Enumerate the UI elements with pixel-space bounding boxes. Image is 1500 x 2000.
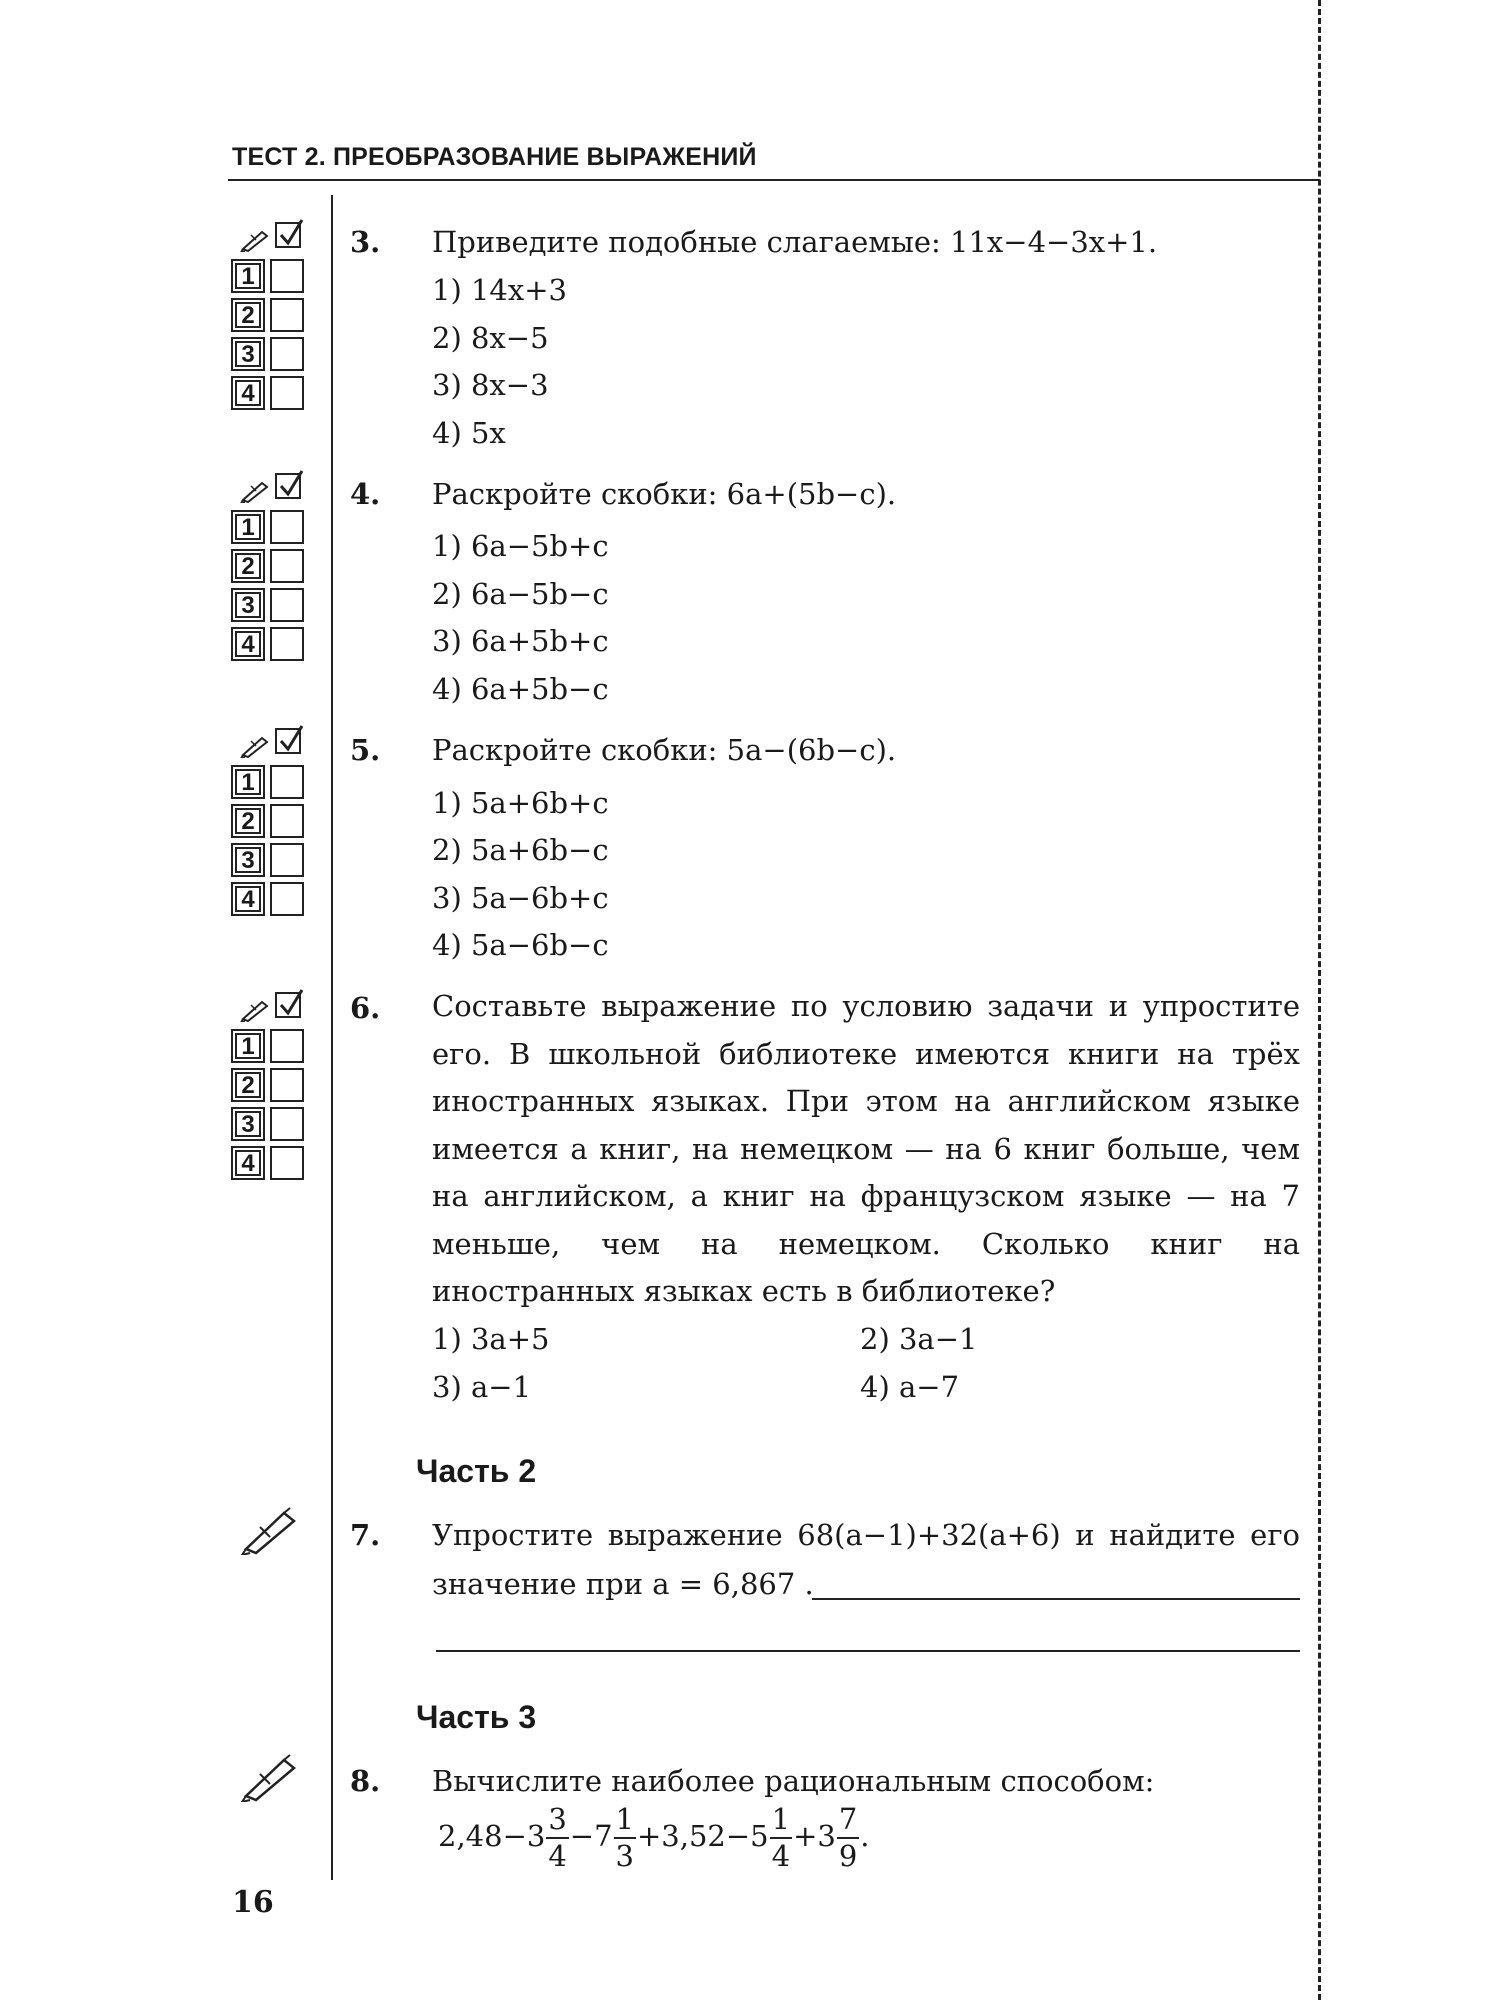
checkbox-icon [275,222,301,248]
answer-box-2[interactable] [270,1068,304,1102]
pen-icon [240,226,272,252]
section-heading-part-2: Часть 2 [416,1453,537,1489]
checkbox-icon [275,473,301,499]
answer-box-1[interactable] [270,1029,304,1063]
answer-box-4[interactable] [270,627,304,661]
question-number: 7. [350,1518,381,1552]
option-4: 4) a−7 [860,1370,960,1404]
answer-box-3[interactable] [270,1107,304,1141]
question-text: Раскройте скобки: 5a−(6b−c). [432,733,897,767]
answer-grid-q4: 1 2 3 4 [228,473,318,663]
option-1: 1) 5a+6b+c [432,786,609,820]
pen-icon [240,732,272,758]
page-title: ТЕСТ 2. ПРЕОБРАЗОВАНИЕ ВЫРАЖЕНИЙ [232,143,757,171]
option-2: 2) 6a−5b−c [432,577,609,611]
answer-grid-q5: 1 2 3 4 [228,728,318,918]
pen-icon [240,996,272,1022]
question-number: 4. [350,477,381,511]
question-number: 8. [350,1764,381,1798]
question-text: Вычислите наиболее рациональным способом: [432,1764,1155,1798]
pen-icon [240,477,272,503]
checkbox-icon [275,728,301,754]
answer-box-1[interactable] [270,765,304,799]
question-text: Приведите подобные слагаемые: 11x−4−3x+1. [432,225,1158,259]
page-number: 16 [232,1885,274,1920]
option-3: 3) a−1 [432,1370,532,1404]
answer-box-4[interactable] [270,1146,304,1180]
pen-icon [240,1505,300,1555]
answer-box-3[interactable] [270,843,304,877]
section-heading-part-3: Часть 3 [416,1699,537,1735]
option-2: 2) 5a+6b−c [432,833,609,867]
option-1: 1) 14x+3 [432,273,567,307]
option-4: 4) 5x [432,416,506,450]
answer-box-4[interactable] [270,882,304,916]
question-text: Составьте выражение по условию задачи и упростите его. В школьной библиотеке имеются книги на трёх иностранных языках. При этом на английском языке имеется a книг, на немецком — на 6 книг больше, чем на английском, а книг на французском языке — на 7 меньше, чем на немецком. Сколько книг на иностранных языках есть в библиотеке? [432,989,1300,1308]
answer-box-3[interactable] [270,337,304,371]
option-1: 1) 3a+5 [432,1322,550,1356]
header-rule [228,179,1320,181]
answer-box-2[interactable] [270,549,304,583]
answer-line[interactable] [436,1650,1300,1652]
question-text: Раскройте скобки: 6a+(5b−c). [432,477,897,511]
answer-box-1[interactable] [270,259,304,293]
option-4: 4) 5a−6b−c [432,928,609,962]
expression: 2,48−3 $\frac{3}{4}$ −7 $\frac{1}{3}$ +3,52−5 $\frac{1}{4}$ +3 $\frac{7}{9}$ . [438,1802,870,1873]
answer-box-4[interactable] [270,376,304,410]
answer-box-1[interactable] [270,510,304,544]
answer-line[interactable] [812,1598,1300,1600]
question-number: 5. [350,733,381,767]
option-3: 3) 5a−6b+c [432,881,609,915]
option-3: 3) 8x−3 [432,368,549,402]
answer-box-3[interactable] [270,588,304,622]
checkbox-icon [275,992,301,1018]
answer-box-2[interactable] [270,804,304,838]
option-2: 2) 3a−1 [860,1322,978,1356]
question-number: 6. [350,991,381,1025]
question-text-line-1: Упростите выражение 68(a−1)+32(a+6) и найдите его [432,1518,1300,1552]
margin-divider [331,195,333,1880]
option-3: 3) 6a+5b+c [432,624,609,658]
answer-box-2[interactable] [270,298,304,332]
option-4: 4) 6a+5b−c [432,672,609,706]
answer-grid-q3: 1 2 3 4 [228,222,318,412]
cut-line [1318,0,1321,2000]
pen-icon [240,1752,300,1802]
option-2: 2) 8x−5 [432,321,549,355]
option-1: 1) 6a−5b+c [432,529,609,563]
question-text-line-2: значение при a = 6,867 . [432,1567,814,1601]
question-number: 3. [350,225,381,259]
answer-grid-q6: 1 2 3 4 [228,992,318,1182]
